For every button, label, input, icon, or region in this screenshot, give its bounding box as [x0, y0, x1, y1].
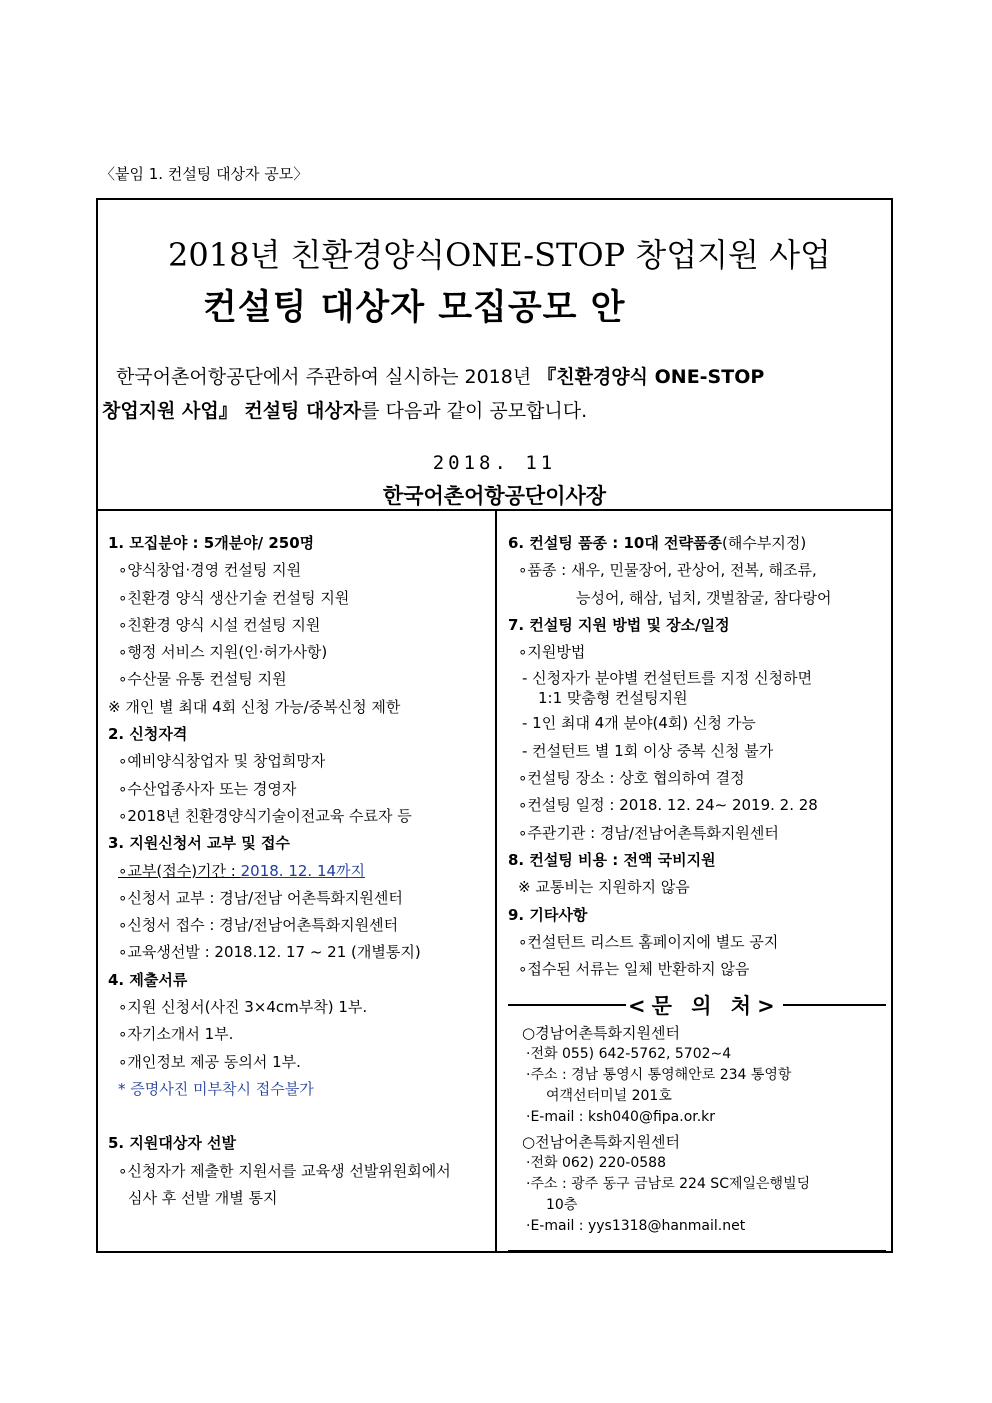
list-item: ∘컨설팅 장소 : 상호 협의하여 결정 [518, 769, 745, 788]
section-4-title: 4. 제출서류 [108, 970, 188, 989]
contact-address: ·주소 : 경남 통영시 통영해안로 234 통영항 [526, 1067, 792, 1084]
photo-note: * 증명사진 미부착시 접수불가 [118, 1079, 314, 1098]
section-1-note: ※ 개인 별 최대 4회 신청 가능/중복신청 제한 [108, 697, 401, 716]
list-item: ∘컨설턴트 리스트 홈페이지에 별도 공지 [518, 932, 779, 951]
contact-heading [508, 989, 886, 1019]
list-item: ∘친환경 양식 시설 컨설팅 지원 [118, 615, 321, 634]
list-item: - 컨설턴트 별 1회 이상 중복 신청 불가 [522, 741, 774, 760]
list-item: ∘주관기관 : 경남/전남어촌특화지원센터 [518, 823, 779, 842]
attachment-label: 〈붙임 1. 컨설팅 대상자 공모〉 [100, 165, 309, 183]
list-item: ∘행정 서비스 지원(인·허가사항) [118, 643, 328, 662]
contact-email[interactable]: ·E-mail : yys1318@hanmail.net [526, 1218, 746, 1235]
contact-bottom-rule [508, 1250, 886, 1251]
list-item: 1:1 맞춤형 컨설팅지원 [538, 689, 688, 708]
list-item: ∘지원 신청서(사진 3×4cm부착) 1부. [118, 998, 368, 1017]
intro-paragraph [102, 360, 887, 428]
list-item: ∘친환경 양식 생산기술 컨설팅 지원 [118, 588, 350, 607]
contact-org-jeonnam: ○전남어촌특화지원센터 [522, 1133, 680, 1152]
title-line-2: 컨설팅 대상자 모집공모 안 [203, 287, 626, 328]
contact-email[interactable]: ·E-mail : ksh040@fipa.or.kr [526, 1109, 716, 1126]
notice-header [98, 200, 891, 511]
section-9-title: 9. 기타사항 [508, 905, 588, 924]
list-item: ∘자기소개서 1부. [118, 1025, 234, 1044]
list-item: ∘교육생선발 : 2018.12. 17 ~ 21 (개별통지) [118, 943, 421, 962]
list-item: ∘예비양식창업자 및 창업희망자 [118, 752, 326, 771]
contact-phone: ·전화 055) 642-5762, 5702∼4 [526, 1046, 732, 1063]
list-item: ∘컨설팅 일정 : 2018. 12. 24∼ 2019. 2. 28 [518, 796, 818, 815]
contact-address-cont: 여객선터미널 201호 [546, 1088, 672, 1105]
list-item: - 신청자가 분야별 컨설턴트를 지정 신청하면 [522, 669, 813, 688]
list-item: - 1인 최대 4개 분야(4회) 신청 가능 [522, 714, 756, 733]
contact-phone: ·전화 062) 220-0588 [526, 1155, 666, 1172]
list-item: 심사 후 선발 개별 통지 [128, 1188, 278, 1207]
intro-prefix: 한국어촌어항공단에서 주관하여 실시하는 2018년 [116, 366, 532, 388]
intro-bold-1: 『친환경양식 ONE-STOP [537, 366, 765, 388]
list-item: 능성어, 해삼, 넙치, 갯벌참굴, 참다랑어 [576, 588, 832, 607]
list-item: ∘신청서 접수 : 경남/전남어촌특화지원센터 [118, 916, 399, 935]
list-item: ∘2018년 친환경양식기술이전교육 수료자 등 [118, 806, 412, 825]
notice-date: 2018. 11 [432, 452, 557, 474]
issuer: 한국어촌어항공단이사장 [382, 484, 607, 508]
period-label: ∘교부(접수)기간 : [118, 861, 241, 880]
section-3-title: 3. 지원신청서 교부 및 접수 [108, 834, 290, 853]
list-item: ∘접수된 서류는 일체 반환하지 않음 [518, 960, 750, 979]
list-item: ∘지원방법 [518, 643, 586, 662]
list-item: ∘수산업종사자 또는 경영자 [118, 779, 297, 798]
list-item: ∘양식창업·경영 컨설팅 지원 [118, 561, 302, 580]
notice-frame [96, 198, 893, 1253]
column-divider [495, 511, 497, 1251]
list-item: ∘개인정보 제공 동의서 1부. [118, 1052, 301, 1071]
contact-org-gyeongnam: ○경남어촌특화지원센터 [522, 1024, 680, 1043]
section-2-title: 2. 신청자격 [108, 725, 188, 744]
contact-address: ·주소 : 광주 동구 금남로 224 SC제일은행빌딩 [526, 1176, 811, 1193]
contact-address-cont: 10층 [546, 1197, 578, 1214]
contact-title: <문 의 처> [626, 990, 783, 1020]
period-value: 2018. 12. 14까지 [240, 861, 366, 880]
list-item: ∘신청자가 제출한 지원서를 교육생 선발위원회에서 [118, 1161, 451, 1180]
list-item: ∘신청서 교부 : 경남/전남 어촌특화지원센터 [118, 888, 403, 907]
title-line-1: 2018년 친환경양식ONE-STOP 창업지원 사업 [168, 236, 831, 274]
section-6-title-suffix: (해수부지정) [722, 534, 807, 552]
right-column [508, 530, 886, 1237]
section-5-title: 5. 지원대상자 선발 [108, 1134, 237, 1153]
section-1-title: 1. 모집분야 : 5개분야/ 250명 [108, 534, 315, 552]
section-7-title: 7. 컨설팅 지원 방법 및 장소/일정 [508, 615, 730, 634]
list-item: ∘품종 : 새우, 민물장어, 관상어, 전복, 해조류, [518, 561, 817, 580]
section-6-title: 6. 컨설팅 품종 : 10대 전략품종 [508, 534, 723, 552]
section-8-title: 8. 컨설팅 비용 : 전액 국비지원 [508, 850, 716, 869]
left-column [108, 530, 488, 1212]
intro-suffix: 를 다음과 같이 공모합니다. [361, 400, 588, 422]
section-8-note: ※ 교통비는 지원하지 않음 [518, 878, 690, 897]
list-item: ∘수산물 유통 컨설팅 지원 [118, 670, 287, 689]
intro-bold-2: 창업지원 사업』 컨설팅 대상자 [102, 400, 362, 422]
application-period [108, 858, 488, 885]
